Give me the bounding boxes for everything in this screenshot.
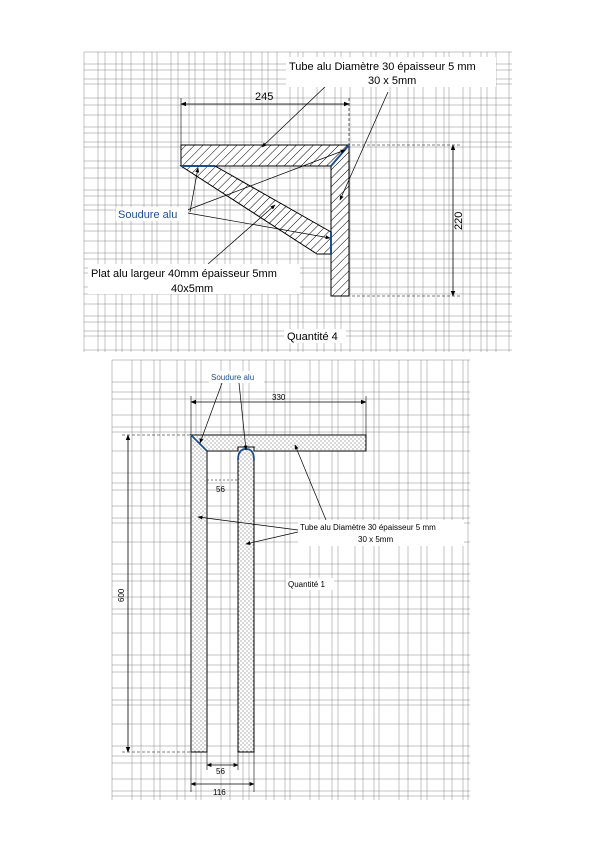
quantity-label: Quantité 4 <box>287 331 338 343</box>
dimension-220 <box>352 145 465 296</box>
dimension-116-label: 116 <box>213 788 226 797</box>
dimension-330-label: 330 <box>272 393 286 402</box>
vertical-tube <box>331 145 349 296</box>
tube-label: Tube alu Diamètre 30 épaisseur 5 mm <box>289 61 476 73</box>
weld-label: Soudure alu <box>118 209 178 221</box>
tube-label-2: Tube alu Diamètre 30 épaisseur 5 mm <box>300 523 436 532</box>
dimension-56-top-label: 56 <box>216 485 225 494</box>
sheet-2 <box>112 360 470 800</box>
leader-flat-bar <box>208 205 275 264</box>
flat-bar-label: Plat alu largeur 40mm épaisseur 5mm <box>91 268 277 280</box>
dimension-220-label: 220 <box>453 211 465 230</box>
dimension-56-top <box>207 480 238 494</box>
leader-top-tube <box>295 445 326 520</box>
dimension-600 <box>117 435 128 752</box>
dimension-330 <box>191 393 366 435</box>
dimension-245-label: 245 <box>255 91 274 103</box>
weld-label-2: Soudure alu <box>211 373 255 382</box>
grid-sheet-1 <box>84 52 512 352</box>
dimension-56-bottom <box>207 752 238 776</box>
quantity-label-2: Quantité 1 <box>288 580 325 589</box>
dimension-600-label: 600 <box>117 588 126 602</box>
middle-leg <box>238 449 254 752</box>
flat-bar-size-label: 40x5mm <box>171 283 214 295</box>
tube-size-label: 30 x 5mm <box>368 75 417 87</box>
dimension-56-bottom-label: 56 <box>216 767 225 776</box>
left-leg <box>191 435 207 752</box>
sheet-1 <box>84 52 512 352</box>
tube-size-label-2: 30 x 5mm <box>358 535 394 544</box>
top-tube <box>191 435 366 451</box>
horizontal-tube <box>181 145 349 166</box>
